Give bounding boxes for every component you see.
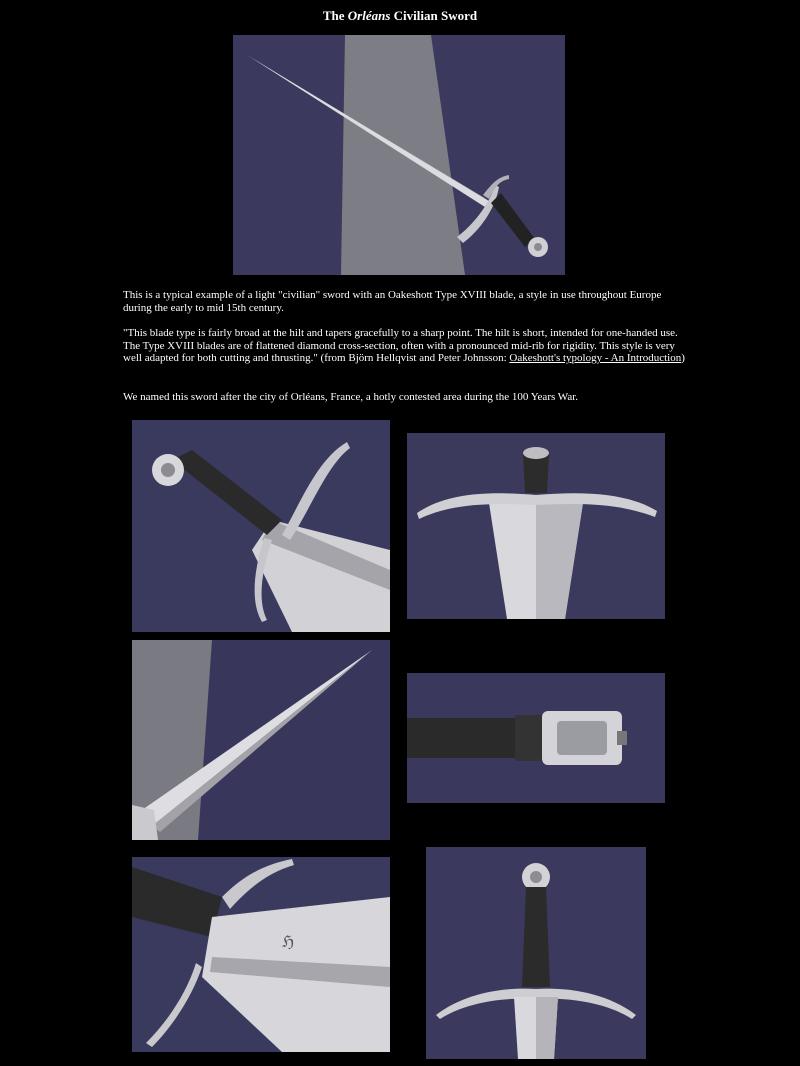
hilt-closeup-photo bbox=[132, 420, 390, 632]
intro-paragraph: This is a typical example of a light "civilian" sword with an Oakeshott Type XVIII blade, a style in use throughout Europe during the early to mid 15th century. bbox=[123, 289, 662, 314]
naming-paragraph: We named this sword after the city of Orléans, France, a hotly contested area during the 100 Years War. bbox=[123, 391, 579, 403]
blade-mark-photo bbox=[132, 857, 390, 1052]
page-title: The Orléans Civilian Sword bbox=[322, 8, 478, 23]
typology-link[interactable]: Oakeshott's typology - An Introduction bbox=[509, 352, 682, 364]
quote-text: "This blade type is fairly broad at the hilt and tapers gracefully to a sharp point. The hilt is short, intended for one-handed use. The Type XVIII blades are of flattened diamond cross-section, often with a pronounced mid-rib for rigidity. This style is very well adapted for both cutting and thrusting." (from Björn Hellqvist and Peter Johnsson: bbox=[123, 327, 678, 364]
svg-text:ℌ: ℌ bbox=[282, 934, 295, 951]
typology-quote bbox=[123, 327, 689, 365]
full-sword-photo bbox=[233, 35, 565, 275]
hilt-top-view-photo bbox=[426, 847, 646, 1059]
blade-tip-photo bbox=[132, 640, 390, 840]
quote-close: ) bbox=[681, 352, 685, 364]
crossguard-photo bbox=[407, 433, 665, 619]
pommel-grip-photo bbox=[407, 673, 665, 803]
